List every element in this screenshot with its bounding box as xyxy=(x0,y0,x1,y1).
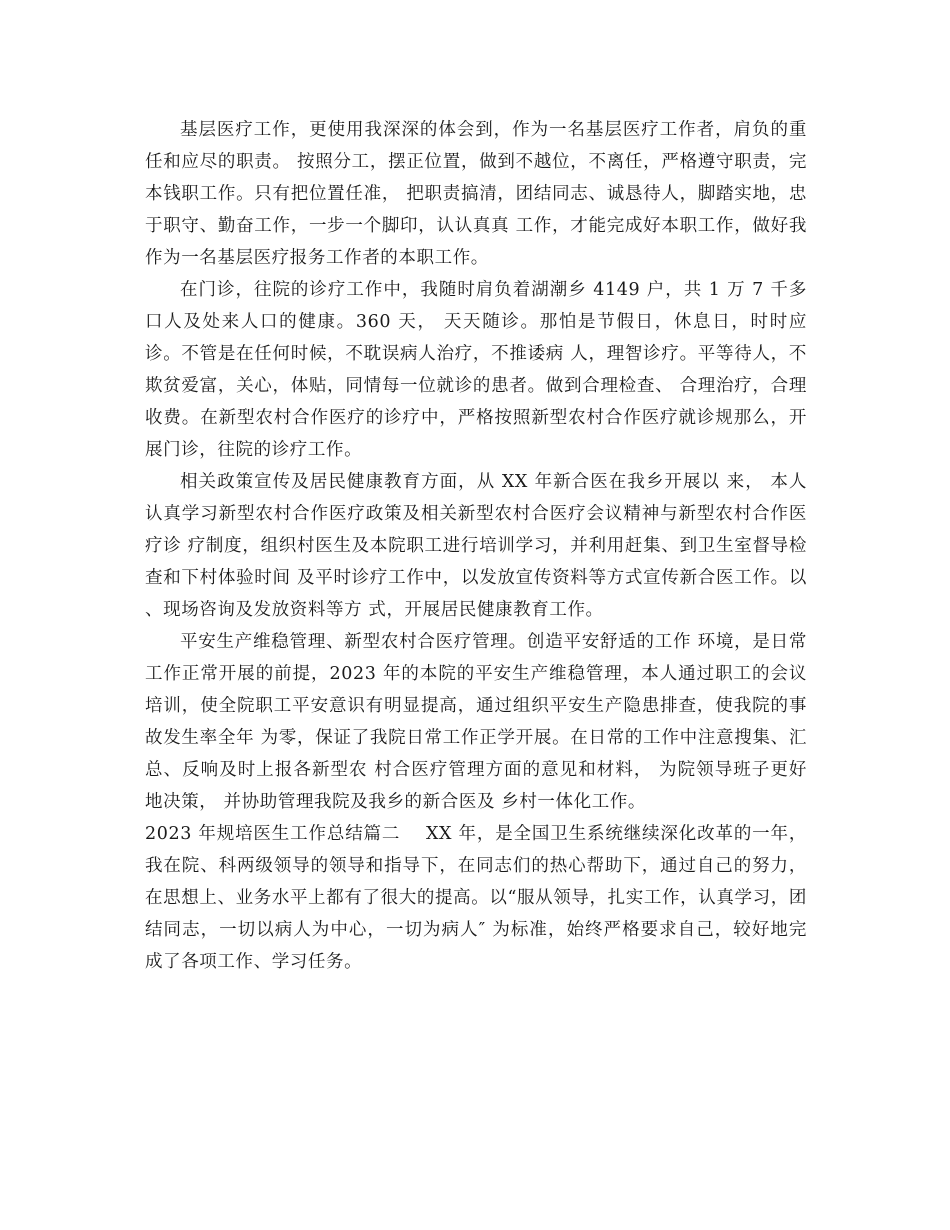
paragraph-policy-education: 相关政策宣传及居民健康教育方面，从 XX 年新合医在我乡开展以 来， 本人认真学习新型农村合作医疗政策及相关新型农村合医疗会议精神与新型农村合作医疗诊 疗制度，组织村医生及本院职工进行培训学习，并利用赶集、到卫生室督导检查和下村体验时间 及平时诊疗工作中，以发放宣传资料等方式宣传新合医工作。以 、现场咨询及发放资料等方 式，开展居民健康教育工作。 xyxy=(145,472,820,620)
paragraph-grassroots-duty: 基层医疗工作，更使用我深深的体会到，作为一名基层医疗工作者，肩负的重任和应尽的职责。 按照分工，摆正位置，做到不越位，不离任，严格遵守职责，完本钱职工作。只有把位置任准， 把职责搞清，团结同志、诚恳待人，脚踏实地，忠于职守、勤奋工作，一步一个脚印，认认真真 工作，才能完成好本职工作，做好我作为一名基层医疗报务工作者的本职工作。 xyxy=(145,120,807,268)
paragraph-clinic-work: 在门诊，往院的诊疗工作中，我随时肩负着湖潮乡 4149 户，共 1 万 7 千多口人及处来人口的健康。360 天， 天天随诊。那怕是节假日，休息日，时时应诊。不管是在任何时候，不耽误病人治疗，不推诿病 人，理智诊疗。平等待人，不欺贫爱富，关心，体贴，同情每一位就诊的患者。做到合理检查、 合理治疗，合理收费。在新型农村合作医疗的诊疗中，严格按照新型农村合作医疗就诊规那么，开 展门诊，往院的诊疗工作。 xyxy=(145,280,814,460)
paragraph-article-two: 2023 年规培医生工作总结篇二 XX 年，是全国卫生系统继续深化改革的一年，我在院、科两级领导的领导和指导下，在同志们的热心帮助下，通过自己的努力，在思想上、业务水平上都有了很大的提高。以“服从领导，扎实工作，认真学习，团结同志，一切以病人为中心，一切为病人″ 为标准，始终严格要求自己，较好地完成了各项工作、学习任务。 xyxy=(145,824,807,972)
document-body xyxy=(145,114,820,978)
paragraph-safety-management: 平安生产维稳管理、新型农村合医疗管理。创造平安舒适的工作 环境，是日常工作正常开展的前提，2023 年的本院的平安生产维稳管理，本人通过职工的会议 培训，使全院职工平安意识有明显提高，通过组织平安生产隐患排查，使我院的事故发生率全年 为零，保证了我院日常工作正学开展。在日常的工作中注意搜集、汇总、反响及时上报各新型农 村合医疗管理方面的意见和材料， 为院领导班子更好地决策， 并协助管理我院及我乡的新合医及 乡村一体化工作。 xyxy=(145,632,814,812)
